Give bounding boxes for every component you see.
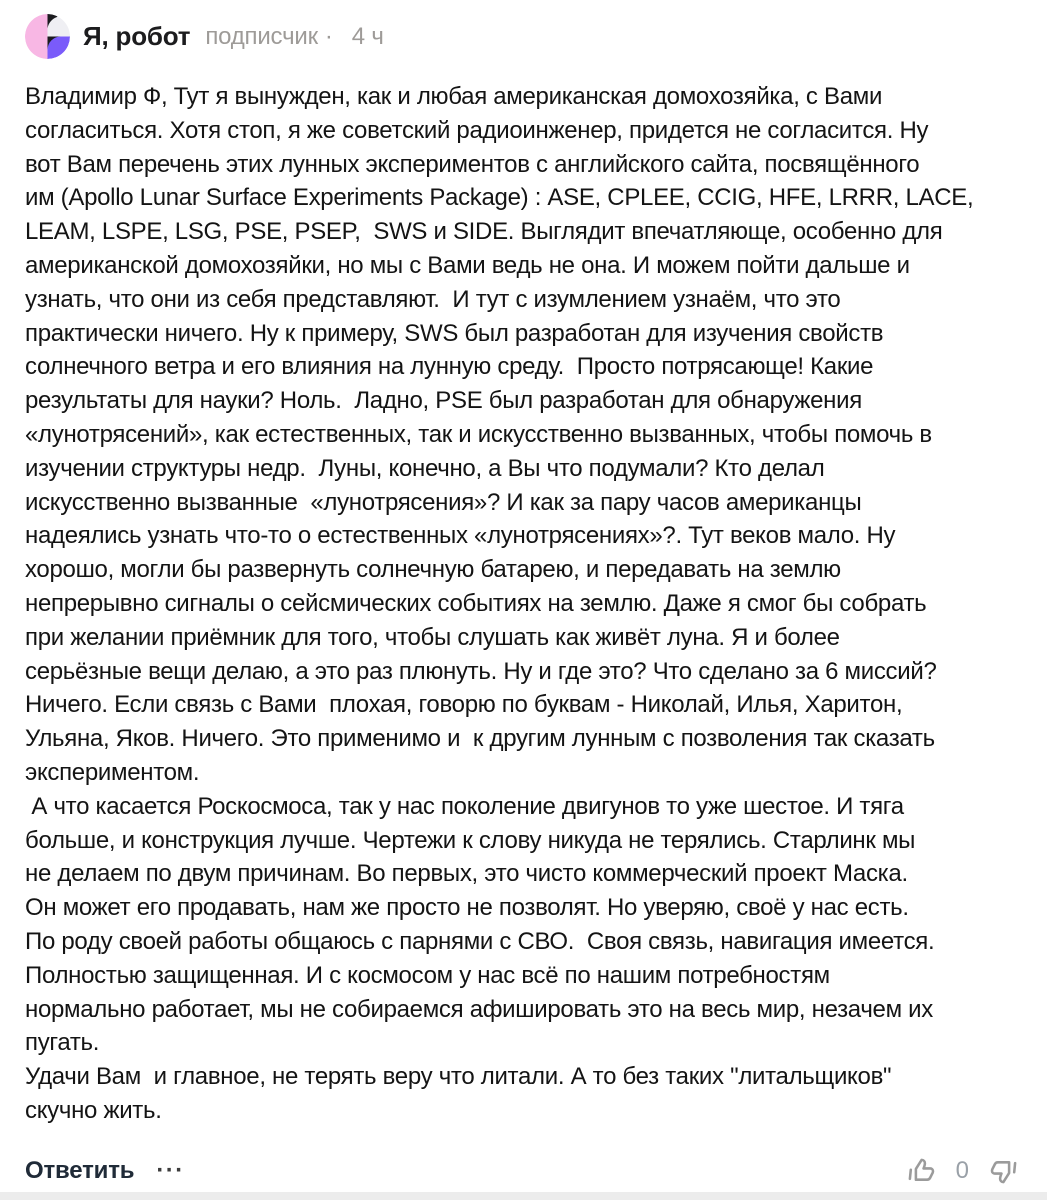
comment-text-line: не делаем по двум причинам. Во первых, это чисто коммерческий проект Маска. [25, 860, 908, 888]
comment-text-line: экспериментом. [25, 758, 200, 786]
comment-text-line: больше, и конструкция лучше. Чертежи к слову никуда не терялись. Старлинк мы [25, 826, 916, 854]
comment-text-line: им (Apollo Lunar Surface Experiments Package) : ASE, CPLEE, CCIG, HFE, LRRR, LACE, [25, 184, 974, 212]
comment-text-line: изучении структуры недр. Луны, конечно, а Вы что подумали? Кто делал [25, 454, 825, 482]
comment-text-line: LEAM, LSPE, LSG, PSE, PSEP, SWS и SIDE. Выглядит впечатляюще, особенно для [25, 218, 943, 246]
comment-text-line: узнать, что они из себя представляют. И тут с изумлением узнаём, что это [25, 285, 841, 313]
comment-text-line: Владимир Ф, Тут я вынужден, как и любая американская домохозяйка, с Вами [25, 83, 883, 110]
comment-text-line: согласиться. Хотя стоп, я же советский радиоинженер, придется не согласится. Ну [25, 116, 929, 144]
comment-text-line: «лунотрясений», как естественных, так и искусственно вызванных, чтобы помочь в [25, 420, 932, 448]
avatar-image [25, 14, 70, 59]
comment-meta [205, 23, 383, 51]
comment-text-line: А что касается Роскосмоса, так у нас поколение двигунов то уже шестое. И тяга [25, 792, 904, 820]
timestamp: 4 ч [351, 22, 384, 50]
like-count: 0 [955, 1156, 969, 1184]
comment-text-line: скучно жить. [25, 1096, 162, 1124]
comment-text-line: Полностью защищенная. И с космосом у нас всё по нашим потребностям [25, 961, 830, 989]
comment-text-line: Удачи Вам и главное, не терять веру что литали. А то без таких "литальщиков" [25, 1063, 892, 1091]
thumb-down-button[interactable] [986, 1153, 1022, 1189]
comment-text-line: хорошо, могли бы развернуть солнечную батарею, и передавать на землю [25, 556, 841, 584]
subscriber-badge: подписчик [205, 22, 318, 50]
comment-text-line: Он может его продавать, нам же просто не позволят. Но уверяю, своё у нас есть. [25, 894, 909, 922]
comment-text-line: непрерывно сигналы о сейсмических событиях на землю. Даже я смог бы собрать [25, 589, 927, 617]
comment-text-line: при желании приёмник для того, чтобы слушать как живёт луна. Я и более [25, 623, 840, 651]
comment-text-line: американской домохозяйки, но мы с Вами ведь не она. И можем пойти дальше и [25, 251, 910, 279]
more-options-icon[interactable]: ··· [156, 1156, 185, 1184]
comment-text-line: Ульяна, Яков. Ничего. Это применимо и к другим лунным с позволения так сказать [25, 725, 935, 753]
comment-text-line: результаты для науки? Ноль. Ладно, PSE был разработан для обнаружения [25, 387, 862, 415]
thumb-down-icon [986, 1153, 1022, 1189]
next-card-edge [0, 1192, 1047, 1200]
meta-separator: · [324, 22, 333, 50]
comment-text-line: По роду своей работы общаюсь с парнями с СВО. Своя связь, навигация имеется. [25, 927, 935, 955]
comment-text-line: надеялись узнать что-то о естественных «лунотрясениях»?. Тут веков мало. Ну [25, 522, 896, 550]
reply-button[interactable]: Ответить [25, 1156, 135, 1184]
comment-text-line: искусственно вызванные «лунотрясения»? И как за пару часов американцы [25, 488, 862, 516]
thumb-up-button[interactable] [903, 1153, 939, 1189]
comment-text-line: серьёзные вещи делаю, а это раз плюнуть. Ну и где это? Что сделано за 6 миссий? [25, 657, 937, 685]
comment-text-line: вот Вам перечень этих лунных экспериментов с английского сайта, посвящённого [25, 150, 920, 178]
comment-text-line: нормально работает, мы не собираемся афишировать это на весь мир, незачем их [25, 995, 933, 1023]
comment-header [0, 0, 1047, 59]
thumb-up-icon [903, 1153, 939, 1189]
comment-text [25, 80, 1022, 1128]
comment-text-line: пугать. [25, 1029, 100, 1057]
comment-footer [25, 1152, 1022, 1190]
comment-text-line: Ничего. Если связь с Вами плохая, говорю по буквам - Николай, Илья, Харитон, [25, 691, 903, 719]
comment-text-line: практически ничего. Ну к примеру, SWS был разработан для изучения свойств [25, 319, 884, 347]
comment-text-line: солнечного ветра и его влияния на лунную среду. Просто потрясающе! Какие [25, 353, 874, 381]
avatar[interactable] [25, 14, 70, 59]
username[interactable]: Я, робот [83, 21, 191, 51]
